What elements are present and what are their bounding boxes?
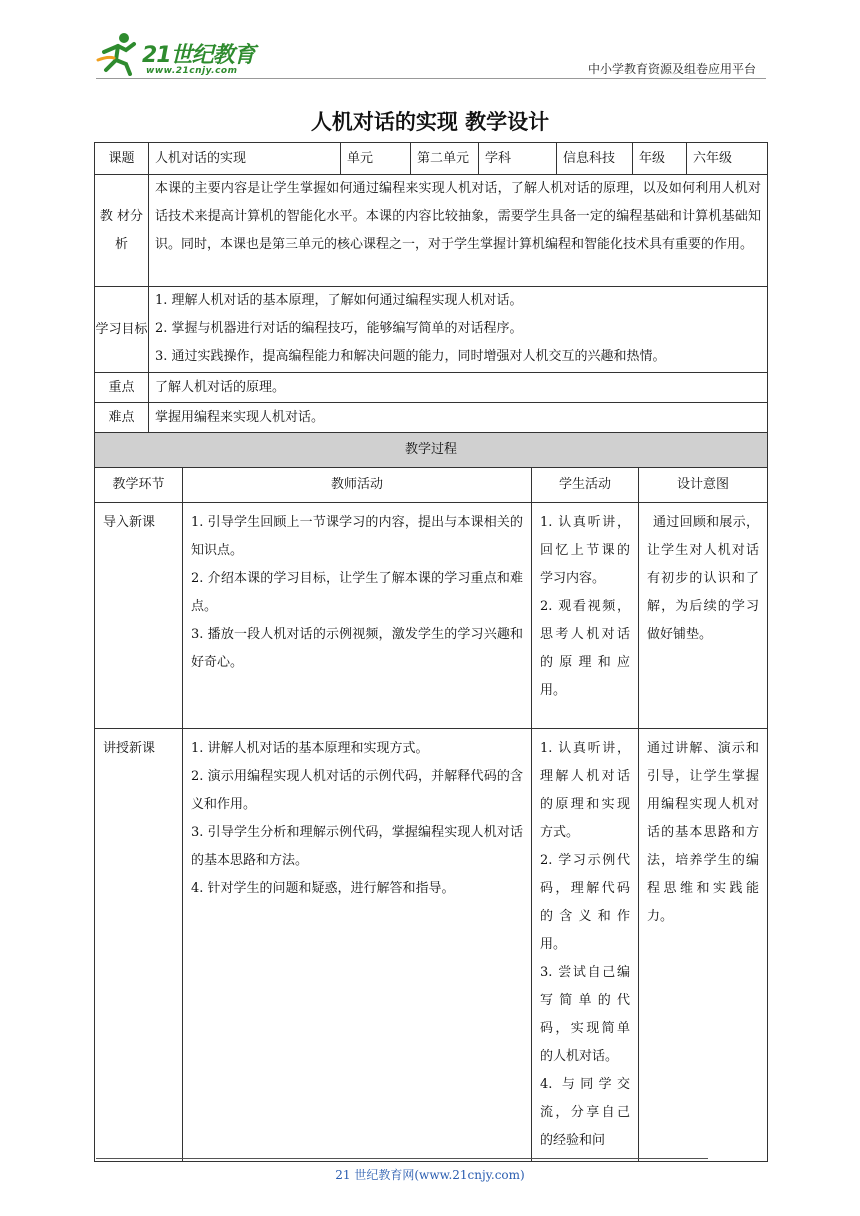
- objective-item: 1. 理解人机对话的基本原理，了解如何通过编程实现人机对话。: [155, 293, 523, 308]
- document-title: 人机对话的实现 教学设计: [310, 110, 550, 134]
- brand-site: www.21cnjy.com: [146, 66, 238, 76]
- student-activity-item: 1. 认真听讲，理解人机对话的原理和实现方式。: [540, 741, 630, 840]
- column-header-stage: 教学环节: [95, 468, 183, 503]
- teacher-activity-item: 2. 介绍本课的学习目标，让学生了解本课的学习重点和难点。: [191, 571, 523, 614]
- table-row: [95, 503, 768, 729]
- student-activity-cell: [532, 503, 639, 729]
- runner-logo-icon: [96, 30, 142, 76]
- unit-value: 第二单元: [411, 143, 479, 175]
- teacher-activity-item: 2. 演示用编程实现人机对话的示例代码，并解释代码的含义和作用。: [191, 769, 523, 812]
- course-value: 人机对话的实现: [149, 143, 341, 175]
- footer-link[interactable]: 21 世纪教育网(www.21cnjy.com): [335, 1168, 525, 1182]
- objective-item: 3. 通过实践操作，提高编程能力和解决问题的能力，同时增强对人机交互的兴趣和热情。: [155, 349, 666, 364]
- design-intent-cell: 通过回顾和展示，让学生对人机对话有初步的认识和了解，为后续的学习做好铺垫。: [639, 503, 768, 729]
- course-label: 课题: [95, 143, 149, 175]
- teaching-process-table: [94, 432, 768, 1162]
- stage-cell: 导入新课: [95, 503, 183, 729]
- header-divider: [96, 78, 766, 79]
- subject-value: 信息科技: [557, 143, 633, 175]
- teacher-activity-item: 4. 针对学生的问题和疑惑，进行解答和指导。: [191, 881, 455, 896]
- design-intent-cell: 通过讲解、演示和引导，让学生掌握用编程实现人机对话的基本思路和方法，培养学生的编程思维和实践能力。: [639, 729, 768, 1162]
- footer-divider: [96, 1158, 708, 1159]
- grade-value: 六年级: [687, 143, 768, 175]
- objective-item: 2. 掌握与机器进行对话的编程技巧，能够编写简单的对话程序。: [155, 321, 523, 336]
- teacher-activity-item: 3. 播放一段人机对话的示例视频，激发学生的学习兴趣和好奇心。: [191, 627, 523, 670]
- subject-label: 学科: [479, 143, 557, 175]
- analysis-label: 教 材分析: [95, 175, 149, 287]
- column-header-intent: 设计意图: [639, 468, 768, 503]
- objectives-label: 学习目标: [95, 287, 149, 373]
- brand-name: 21世纪教育: [142, 43, 255, 68]
- column-header-teacher: 教师活动: [183, 468, 532, 503]
- unit-label: 单元: [341, 143, 411, 175]
- key-point-text: 了解人机对话的原理。: [149, 373, 768, 403]
- teacher-activity-item: 3. 引导学生分析和理解示例代码，掌握编程实现人机对话的基本思路和方法。: [191, 825, 523, 868]
- difficulty-label: 难点: [95, 403, 149, 433]
- difficulty-text: 掌握用编程来实现人机对话。: [149, 403, 768, 433]
- key-point-label: 重点: [95, 373, 149, 403]
- platform-name: 中小学教育资源及组卷应用平台: [587, 62, 756, 76]
- teacher-activity-cell: [183, 729, 532, 1162]
- grade-label: 年级: [633, 143, 687, 175]
- analysis-text: 本课的主要内容是让学生掌握如何通过编程来实现人机对话，了解人机对话的原理，以及如何利用人机对话技术来提高计算机的智能化水平。本课的内容比较抽象，需要学生具备一定的编程基础和计算机基础知识。同时，本课也是第三单元的核心课程之一，对于学生掌握计算机编程和智能化技术具有重要的作用。: [149, 175, 768, 287]
- column-header-student: 学生活动: [532, 468, 639, 503]
- teacher-activity-item: 1. 讲解人机对话的基本原理和实现方式。: [191, 741, 429, 756]
- teacher-activity-cell: [183, 503, 532, 729]
- stage-cell: 讲授新课: [95, 729, 183, 1162]
- teacher-activity-item: 1. 引导学生回顾上一节课学习的内容，提出与本课相关的知识点。: [191, 515, 523, 558]
- student-activity-cell: [532, 729, 639, 1162]
- table-row: [95, 729, 768, 1162]
- page-header: [0, 0, 860, 90]
- lesson-info-table: [94, 142, 768, 433]
- student-activity-item: 3. 尝试自己编写简单的代码，实现简单的人机对话。: [540, 965, 630, 1064]
- process-title: 教学过程: [95, 433, 768, 468]
- student-activity-item: 1. 认真听讲，回忆上节课的学习内容。: [540, 515, 630, 586]
- brand-logo[interactable]: [96, 30, 266, 80]
- objectives-list: [149, 287, 768, 373]
- student-activity-item: 4. 与同学交流，分享自己的经验和问: [540, 1077, 630, 1148]
- student-activity-item: 2. 学习示例代码，理解代码的含义和作用。: [540, 853, 630, 952]
- student-activity-item: 2. 观看视频，思考人机对话的原理和应用。: [540, 599, 630, 698]
